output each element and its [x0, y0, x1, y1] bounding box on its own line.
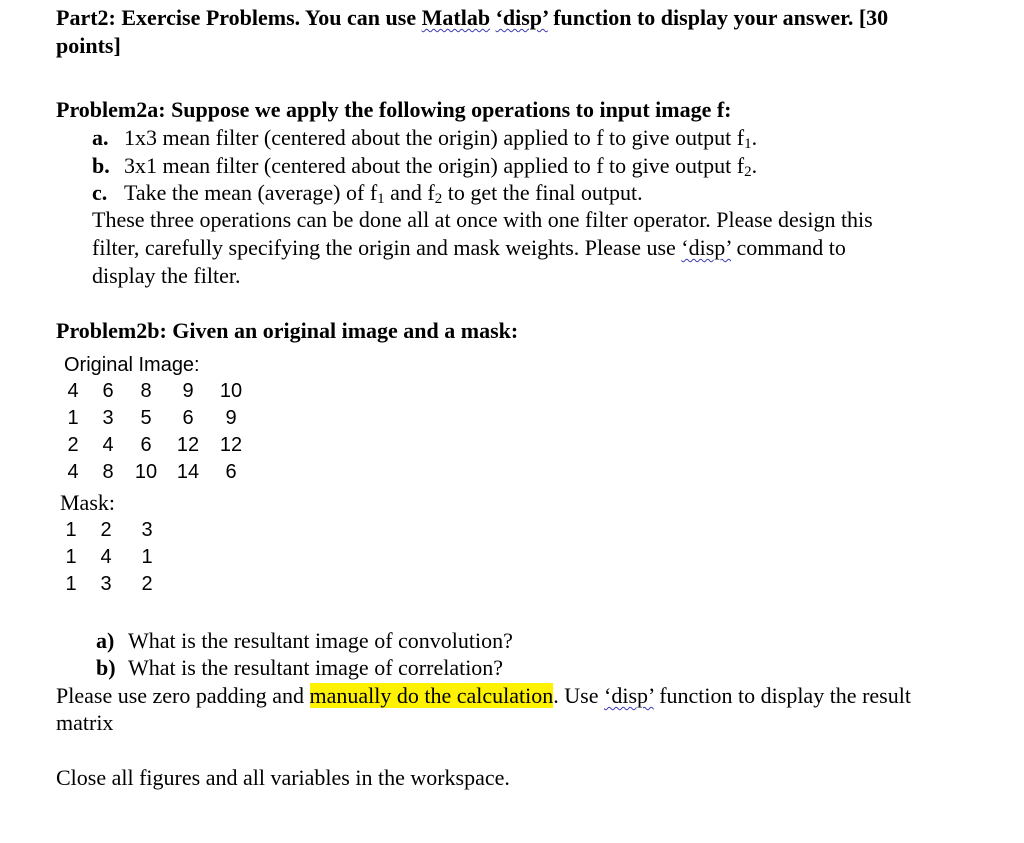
mask-matrix-cell: 1	[65, 546, 77, 568]
mask-matrix-cell: 4	[100, 546, 112, 568]
original-matrix-cell: 1	[67, 407, 79, 429]
problem2a-paragraph-line1: These three operations can be done all at once with one filter operator. Please design this	[92, 207, 873, 232]
problem2a-paragraph-line2: filter, carefully specifying the origin and mask weights. Please use ‘disp’ command to	[92, 235, 846, 260]
part2-heading-line2: points]	[56, 33, 121, 58]
item-marker: c.	[92, 180, 108, 205]
question-a	[96, 627, 513, 655]
original-matrix-cell: 10	[134, 461, 158, 483]
item-marker: a.	[92, 125, 109, 150]
part2-heading-tail: function to display your answer. [30	[547, 5, 889, 30]
original-matrix-cell: 4	[67, 380, 79, 402]
original-matrix-cell: 8	[140, 380, 152, 402]
original-image-label: Original Image:	[64, 354, 200, 376]
original-matrix-row	[56, 459, 252, 486]
disp-word: ‘disp’	[604, 683, 654, 708]
mask-matrix-row	[58, 544, 166, 571]
mask-matrix-cell: 1	[141, 546, 153, 568]
original-matrix-cell: 3	[102, 407, 114, 429]
mask-matrix-row	[58, 571, 166, 598]
mask-matrix-cell: 3	[141, 519, 153, 541]
mask-matrix-cell: 1	[65, 573, 77, 595]
mask-matrix-row	[58, 517, 166, 544]
original-matrix-cell: 6	[102, 380, 114, 402]
original-matrix-cell: 4	[102, 434, 114, 456]
original-matrix-cell: 12	[219, 434, 243, 456]
question-b	[96, 654, 503, 682]
question-text: What is the resultant image of convolution?	[128, 628, 513, 653]
original-image-matrix	[56, 378, 252, 486]
original-matrix-cell: 8	[102, 461, 114, 483]
matlab-word: Matlab	[421, 5, 491, 30]
original-matrix-cell: 9	[225, 407, 237, 429]
mask-matrix	[58, 517, 166, 598]
original-matrix-cell: 9	[182, 380, 194, 402]
close-instruction: Close all figures and all variables in the workspace.	[56, 765, 510, 790]
highlighted-text: manually do the calculation	[309, 683, 554, 708]
original-matrix-row	[56, 432, 252, 459]
mask-matrix-cell: 2	[141, 573, 153, 595]
original-matrix-cell: 6	[225, 461, 237, 483]
mask-matrix-cell: 1	[65, 519, 77, 541]
original-matrix-cell: 4	[67, 461, 79, 483]
original-matrix-cell: 5	[140, 407, 152, 429]
instructions-line2: matrix	[56, 710, 114, 735]
mask-table	[58, 517, 166, 598]
item-text: 1x3 mean filter (centered about the origin) applied to f to give output f	[124, 125, 745, 150]
question-text: What is the resultant image of correlation?	[128, 655, 504, 680]
problem2a-item-a: a. 1x3 mean filter (centered about the origin) applied to f to give output $f_1$.	[92, 125, 758, 152]
part2-heading	[56, 4, 888, 32]
question-marker: b)	[96, 655, 116, 680]
item-marker: b.	[92, 153, 110, 178]
part2-heading-lead: Part2: Exercise Problems. You can use	[56, 5, 422, 30]
problem2a-item-b: b. 3x1 mean filter (centered about the origin) applied to f to give output $f_2$.	[92, 153, 758, 180]
problem2b-heading: Problem2b: Given an original image and a mask:	[56, 318, 519, 343]
original-image-table	[56, 378, 252, 486]
original-matrix-cell: 12	[176, 434, 200, 456]
original-matrix-cell: 2	[67, 434, 79, 456]
instructions-line1: Please use zero padding and manually do the calculation. Use ‘disp’ function to display the result	[56, 683, 911, 708]
question-marker: a)	[96, 628, 115, 653]
original-matrix-row	[56, 378, 252, 405]
original-matrix-cell: 6	[140, 434, 152, 456]
problem2a-paragraph-line3: display the filter.	[92, 263, 241, 288]
original-matrix-cell: 6	[182, 407, 194, 429]
original-matrix-cell: 14	[176, 461, 200, 483]
mask-label: Mask:	[60, 490, 115, 515]
problem2a-heading: Problem2a: Suppose we apply the following operations to input image f:	[56, 97, 732, 122]
mask-matrix-cell: 2	[100, 519, 112, 541]
problem2a-item-c: c. Take the mean (average) of $f_1$ and $f_2$ to get the final output.	[92, 180, 643, 207]
original-matrix-row	[56, 405, 252, 432]
disp-word: ‘disp’	[681, 235, 731, 260]
mask-matrix-cell: 3	[100, 573, 112, 595]
disp-word: ‘disp’	[495, 5, 548, 30]
item-text: 3x1 mean filter (centered about the origin) applied to f to give output f	[124, 153, 745, 178]
original-matrix-cell: 10	[219, 380, 243, 402]
